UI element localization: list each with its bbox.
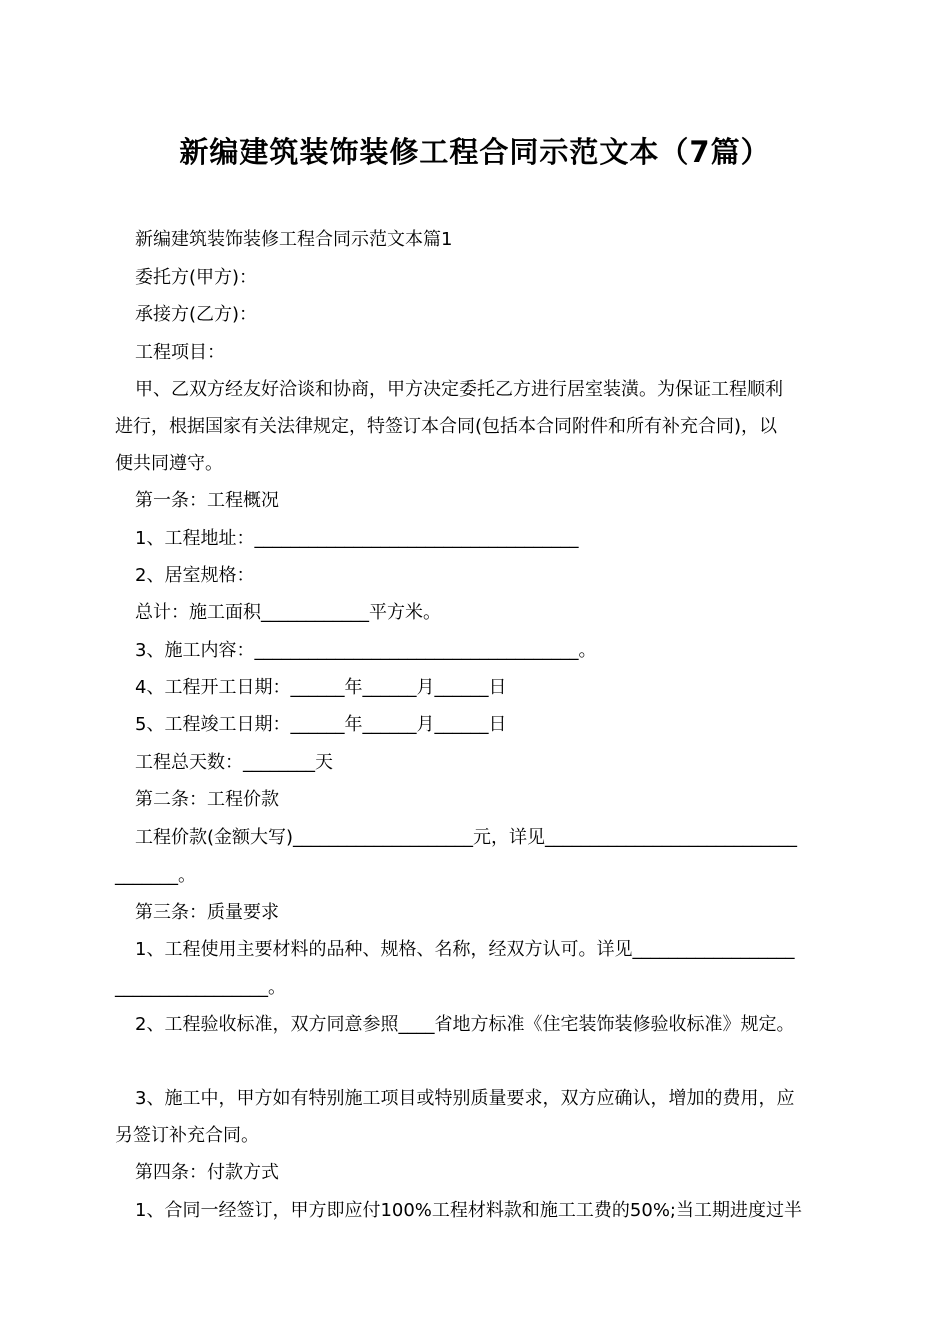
party-b-line: 承接方(乙方)： [135,304,258,325]
clause-line: 1、工程使用主要材料的品种、规格、名称，经双方认可。详见__________________ [135,939,795,960]
section-heading: 新编建筑装饰装修工程合同示范文本篇1 [135,229,453,250]
clause-line: 2、工程验收标准，双方同意参照____省地方标准《住宅装饰装修验收标准》规定。 [135,1014,795,1035]
clause-line: 3、施工内容：____________________________________。 [135,640,597,661]
clause-line: 4、工程开工日期：______年______月______日 [135,677,507,698]
clause-line: 1、工程地址：____________________________________ [135,528,579,549]
party-a-line: 委托方(甲方)： [135,267,258,288]
article-heading: 第三条：质量要求 [135,902,279,923]
paragraph-line: 进行，根据国家有关法律规定，特签订本合同(包括本合同附件和所有补充合同)，以 [115,416,778,437]
document-title: 新编建筑装饰装修工程合同示范文本（7篇） [179,135,771,169]
clause-line: 1、合同一经签订，甲方即应付100%工程材料款和施工工费的50%;当工期进度过半 [135,1200,802,1221]
article-heading: 第四条：付款方式 [135,1162,279,1183]
clause-line: 3、施工中，甲方如有特别施工项目或特别质量要求，双方应确认，增加的费用，应 [135,1088,795,1109]
clause-line: _________________。 [115,977,286,998]
article-heading: 第一条：工程概况 [135,490,279,511]
clause-line: 5、工程竣工日期：______年______月______日 [135,714,507,735]
clause-line: 另签订补充合同。 [115,1125,259,1146]
paragraph-line: 甲、乙双方经友好洽谈和协商，甲方决定委托乙方进行居室装潢。为保证工程顺利 [135,379,783,400]
clause-line: 工程总天数：________天 [135,752,333,773]
clause-line: _______。 [115,865,196,886]
clause-line: 总计：施工面积____________平方米。 [135,602,441,623]
paragraph-line: 便共同遵守。 [115,453,223,474]
project-line: 工程项目： [135,342,225,363]
article-heading: 第二条：工程价款 [135,789,279,810]
clause-line: 工程价款(金额大写)____________________元，详见____________________________ [135,827,798,848]
clause-line: 2、居室规格： [135,565,255,586]
